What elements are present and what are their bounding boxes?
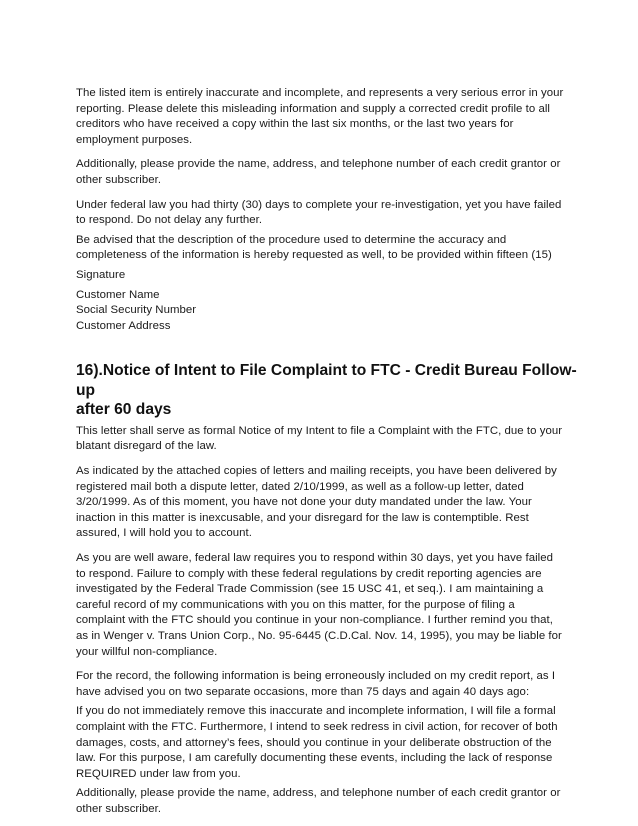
paragraph-for-the-record <box>76 669 583 700</box>
paragraph-additionally <box>76 786 583 817</box>
text-line: have advised you on two separate occasions, more than 75 days and again 40 days ago: <box>76 685 530 698</box>
text-line: reporting. Please delete this misleading information and supply a corrected credit profile to all <box>76 102 551 115</box>
text-line: as in Wenger v. Trans Union Corp., No. 95-6445 (C.D.Cal. Nov. 14, 1995), you may be liable for <box>76 629 562 642</box>
paragraph-inaccurate-item <box>76 86 583 148</box>
customer-address-label: Customer Address <box>76 319 171 332</box>
text-line: inaction in this matter is inexcusable, and your disregard for the law is contemptible. Rest <box>76 511 529 524</box>
text-line: If you do not immediately remove this inaccurate and incomplete information, I will file a formal <box>76 705 556 718</box>
text-line: As indicated by the attached copies of letters and mailing receipts, you have been delivered by <box>76 465 557 477</box>
text-line: to respond. Do not delay any further. <box>76 214 263 227</box>
text-line: to respond. Failure to comply with these federal regulations by credit reporting agencies are <box>76 567 542 580</box>
heading-line: after 60 days <box>76 401 172 419</box>
paragraph-be-advised <box>76 233 583 264</box>
heading-line: 16).Notice of Intent to File Complaint to FTC - Credit Bureau Follow-up <box>76 362 577 399</box>
paragraph-file-complaint <box>76 704 583 782</box>
text-line: other subscriber. <box>76 802 162 815</box>
paragraph-attached-copies <box>76 464 583 542</box>
text-line: blatant disregard of the law. <box>76 440 217 453</box>
text-line: careful record of my communications with you on this matter, for the purpose of filing a <box>76 598 515 611</box>
text-line: Under federal law you had thirty (30) days to complete your re-investigation, yet you have failed <box>76 198 562 211</box>
text-line: As you are well aware, federal law requires you to respond within 30 days, yet you have failed <box>76 551 554 564</box>
text-line: complaint with the FTC. Furthermore, I intend to seek redress in civil action, for recover of both <box>76 720 558 733</box>
paragraph-federal-law <box>76 198 583 229</box>
text-line: For the record, the following information is being erroneously included on my credit report, as I <box>76 670 556 683</box>
text-line: 3/20/1999. As of this moment, you have not done your duty mandated under the law. Your <box>76 496 532 509</box>
text-line: Additionally, please provide the name, address, and telephone number of each credit grantor or <box>76 787 561 800</box>
paragraph-formal-notice <box>76 424 583 455</box>
text-line: Additionally, please provide the name, address, and telephone number of each credit grantor or <box>76 158 561 171</box>
text-line: This letter shall serve as formal Notice of my Intent to file a Complaint with the FTC, due to your <box>76 424 563 437</box>
section-heading <box>76 361 583 420</box>
signature-label: Signature <box>76 268 126 281</box>
text-line: your willful non-compliance. <box>76 645 218 658</box>
text-line: complaint with the FTC should you continue in your non-compliance. I further remind you that, <box>76 614 553 627</box>
text-line: investigated by the Federal Trade Commission (see 15 USC 41, et seq.). I am maintaining a <box>76 583 544 596</box>
customer-info-block <box>76 288 583 335</box>
text-line: Be advised that the description of the procedure used to determine the accuracy and <box>76 233 507 246</box>
paragraph-provide-info <box>76 157 583 188</box>
text-line: creditors who have received a copy within the last six months, or the last two years for <box>76 118 514 131</box>
text-line: The listed item is entirely inaccurate and incomplete, and represents a very serious error in your <box>76 87 564 99</box>
text-line: employment purposes. <box>76 133 193 146</box>
text-line: registered mail both a dispute letter, dated 2/10/1999, as well as a follow-up letter, dated <box>76 480 524 493</box>
text-line: REQUIRED under law from you. <box>76 767 241 780</box>
text-line: assured, I will hold you to account. <box>76 527 252 540</box>
text-line: damages, costs, and attorney’s fees, should you continue in your deliberate obstruction of the <box>76 736 552 749</box>
text-line: other subscriber. <box>76 173 162 186</box>
text-line: completeness of the information is hereby requested as well, to be provided within fifteen (15) <box>76 249 552 262</box>
text-line: law. For this purpose, I am carefully documenting these events, including the lack of response <box>76 752 553 765</box>
ssn-label: Social Security Number <box>76 304 197 317</box>
customer-name-label: Customer Name <box>76 288 160 301</box>
paragraph-federal-regulations <box>76 551 583 660</box>
